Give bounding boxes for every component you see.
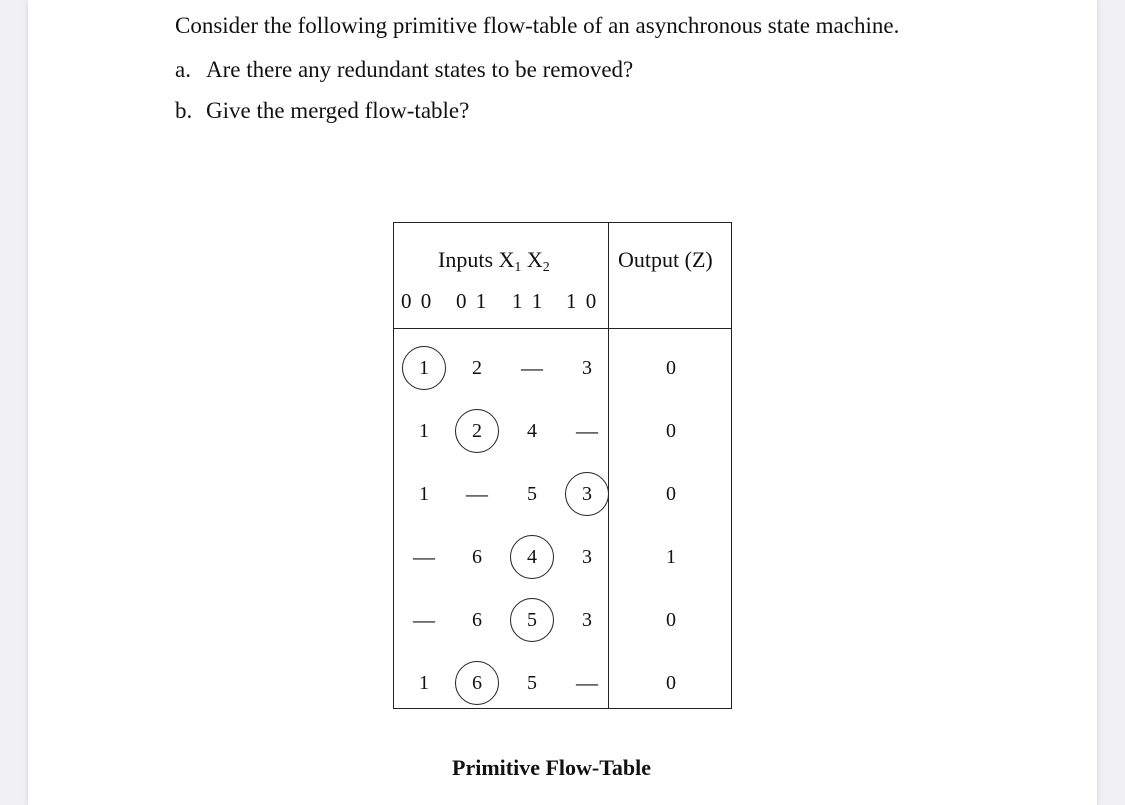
cell-value: 3 (582, 545, 592, 568)
cell-value: — (466, 481, 488, 506)
cell-value: — (413, 544, 435, 569)
question-a (175, 56, 633, 84)
dont-care-cell (402, 598, 446, 642)
table-caption: Primitive Flow-Table (452, 755, 651, 780)
next-state-cell (402, 661, 446, 705)
dont-care-cell (455, 472, 499, 516)
inputs-header-text: Inputs X (438, 247, 515, 272)
question-intro: Consider the following primitive flow-table of an asynchronous state machine. (175, 13, 900, 38)
document-page (28, 0, 1097, 805)
next-state-cell (565, 535, 609, 579)
cell-value: 2 (472, 356, 482, 379)
cell-value: 1 (419, 419, 429, 442)
question-a-text: Are there any redundant states to be removed? (206, 57, 634, 82)
output-cell: 0 (666, 419, 676, 442)
column-header-00: 0 0 (401, 289, 434, 313)
cell-value: — (576, 670, 598, 695)
next-state-cell (455, 346, 499, 390)
inputs-header: Inputs $X_1$ $X_2$ (438, 247, 550, 275)
question-b (175, 97, 469, 125)
header-divider (394, 328, 731, 329)
stable-state-cell (565, 472, 609, 516)
next-state-cell (510, 472, 554, 516)
dont-care-cell (402, 535, 446, 579)
output-cell: 0 (666, 671, 676, 694)
cell-value: 4 (527, 545, 537, 568)
cell-value: 6 (472, 608, 482, 631)
output-cell: 1 (666, 545, 676, 568)
next-state-cell (565, 598, 609, 642)
stable-state-cell (510, 598, 554, 642)
next-state-cell (455, 535, 499, 579)
next-state-cell (402, 409, 446, 453)
output-cell: 0 (666, 608, 676, 631)
dont-care-cell (565, 661, 609, 705)
cell-value: 3 (582, 608, 592, 631)
stable-state-cell (510, 535, 554, 579)
stable-state-cell (455, 409, 499, 453)
cell-value: — (576, 418, 598, 443)
next-state-cell (402, 472, 446, 516)
stable-state-cell (455, 661, 499, 705)
cell-value: 5 (527, 608, 537, 631)
cell-value: 1 (419, 356, 429, 379)
next-state-cell (510, 661, 554, 705)
dont-care-cell (510, 346, 554, 390)
column-header-10: 1 0 (566, 289, 599, 313)
cell-value: 1 (419, 671, 429, 694)
inputs-subscript-1: 1 (514, 260, 522, 275)
output-header: Output (Z) (618, 247, 713, 272)
dont-care-cell (565, 409, 609, 453)
primitive-flow-table (393, 222, 732, 709)
cell-value: 4 (527, 419, 537, 442)
question-b-text: Give the merged flow-table? (206, 98, 470, 123)
cell-value: — (413, 607, 435, 632)
next-state-cell (455, 598, 499, 642)
column-header-11: 1 1 (512, 289, 545, 313)
cell-value: — (521, 355, 543, 380)
cell-value: 2 (472, 419, 482, 442)
cell-value: 6 (472, 545, 482, 568)
stable-state-cell (402, 346, 446, 390)
output-cell: 0 (666, 482, 676, 505)
cell-value: 6 (472, 671, 482, 694)
cell-value: 3 (582, 482, 592, 505)
inputs-subscript-2: 2 (542, 260, 550, 275)
next-state-cell (565, 346, 609, 390)
cell-value: 5 (527, 482, 537, 505)
question-a-label: a. (175, 57, 191, 82)
question-b-label: b. (175, 98, 193, 123)
column-header-01: 0 1 (456, 289, 489, 313)
cell-value: 1 (419, 482, 429, 505)
next-state-cell (510, 409, 554, 453)
cell-value: 3 (582, 356, 592, 379)
output-cell: 0 (666, 356, 676, 379)
cell-value: 5 (527, 671, 537, 694)
